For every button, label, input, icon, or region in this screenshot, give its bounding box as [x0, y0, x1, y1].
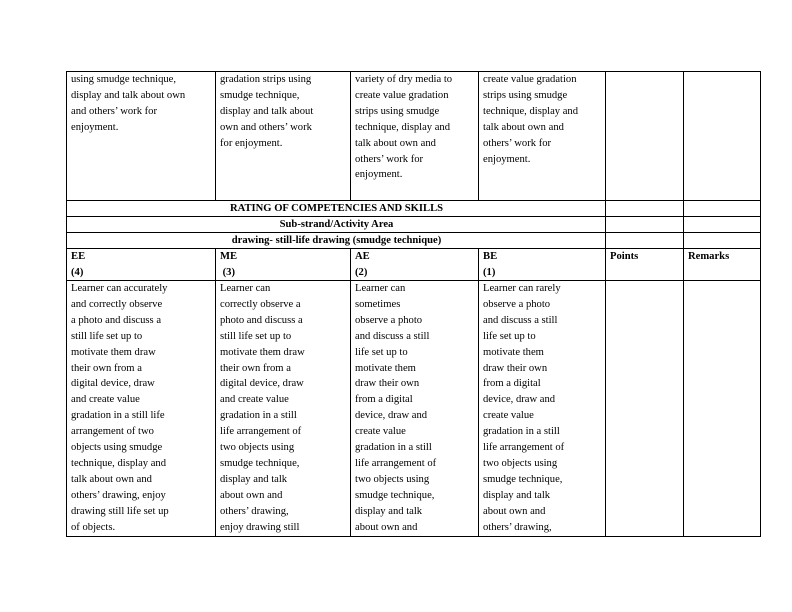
- descriptor-ae: Learner can sometimes observe a photo and discuss a still life set up to motivate them draw their own from a digital device, draw and create value gradation in a still life arrangement of two objects using smudge technique, display and talk about own and: [351, 281, 479, 537]
- levels-header-row: [67, 249, 761, 281]
- descriptor-ee: Learner can accurately and correctly observe a photo and discuss a still life set up to motivate them draw their own from a digital device, draw and create value gradation in a still life arrangement of two objects using smudge technique, display and talk about own and others’ drawing, enjoy drawing still life set up of objects.: [67, 281, 216, 537]
- section-title: RATING OF COMPETENCIES AND SKILLS: [67, 201, 606, 217]
- level-code: AE: [355, 251, 370, 262]
- level-header-ee: [67, 249, 216, 281]
- sub-strand-points-cell: [606, 217, 684, 233]
- level-header-me: [216, 249, 351, 281]
- level-code: BE: [483, 251, 498, 262]
- objective-cell-me: gradation strips using smudge technique, display and talk about own and others’ work for enjoyment.: [216, 72, 351, 201]
- activity-area-remarks-cell: [684, 233, 761, 249]
- sub-strand-remarks-cell: [684, 217, 761, 233]
- level-code: ME: [220, 251, 238, 262]
- level-header-ae: [351, 249, 479, 281]
- rubric-table: [66, 71, 761, 537]
- activity-area: drawing- still-life drawing (smudge technique): [67, 233, 606, 249]
- level-header-be: [479, 249, 606, 281]
- points-header: Points: [606, 249, 684, 281]
- objective-cell-points: [606, 72, 684, 201]
- section-title-row: [67, 201, 761, 217]
- objective-cell-remarks: [684, 72, 761, 201]
- level-score: (1): [483, 266, 496, 278]
- remarks-header: Remarks: [684, 249, 761, 281]
- section-title-points-cell: [606, 201, 684, 217]
- descriptors-row: [67, 281, 761, 537]
- points-cell: [606, 281, 684, 537]
- objective-cell-ee: using smudge technique, display and talk about own and others’ work for enjoyment.: [67, 72, 216, 201]
- objective-cell-be: create value gradation strips using smudge technique, display and talk about own and others’ work for enjoyment.: [479, 72, 606, 201]
- level-score: (3): [220, 266, 236, 278]
- level-code: EE: [71, 251, 86, 262]
- descriptor-me: Learner can correctly observe a photo and discuss a still life set up to motivate them draw their own from a digital device, draw and create value gradation in a still life arrangement of two objects using smudge technique, display and talk about own and others’ drawing, enjoy drawing still: [216, 281, 351, 537]
- level-score: (4): [71, 266, 84, 278]
- sub-strand-row: [67, 217, 761, 233]
- level-score: (2): [355, 266, 368, 278]
- objectives-row: [67, 72, 761, 201]
- objective-cell-ae: variety of dry media to create value gradation strips using smudge technique, display and talk about own and others’ work for enjoyment.: [351, 72, 479, 201]
- descriptor-be: Learner can rarely observe a photo and discuss a still life set up to motivate them draw their own from a digital device, draw and create value gradation in a still life arrangement of two objects using smudge technique, display and talk about own and others’ drawing,: [479, 281, 606, 537]
- remarks-cell: [684, 281, 761, 537]
- section-title-remarks-cell: [684, 201, 761, 217]
- sub-strand-label: Sub-strand/Activity Area: [67, 217, 606, 233]
- activity-area-row: [67, 233, 761, 249]
- activity-area-points-cell: [606, 233, 684, 249]
